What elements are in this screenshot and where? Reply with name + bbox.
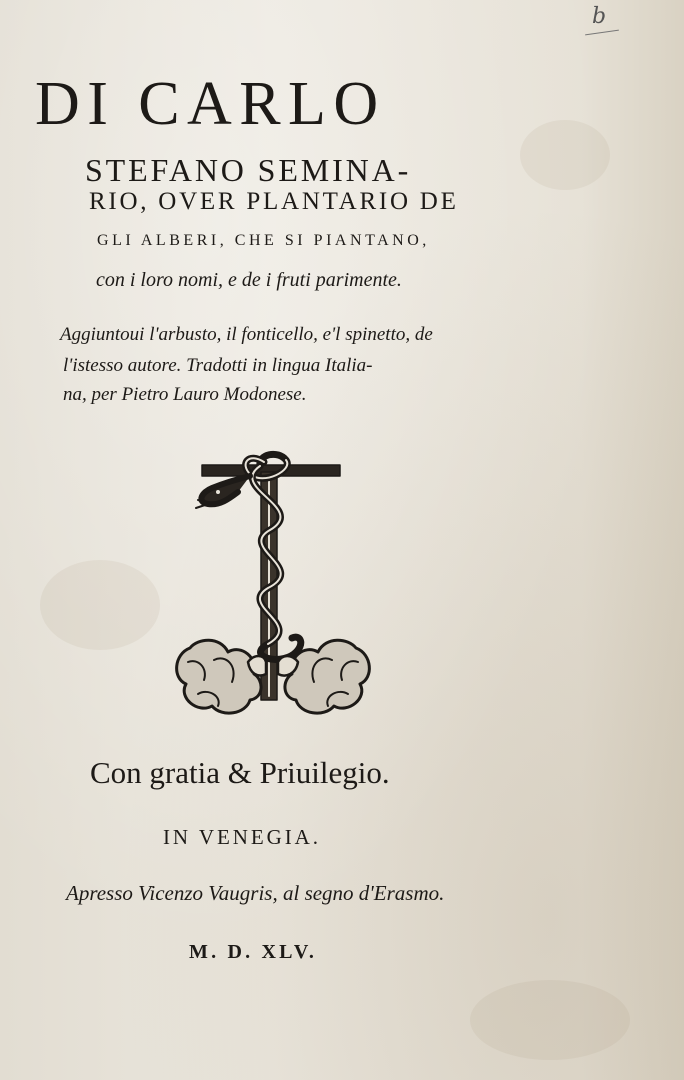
imprint-year: M. D. XLV. — [189, 941, 318, 963]
pencil-underline — [585, 30, 619, 36]
title-line-4: GLI ALBERI, CHE SI PIANTANO, — [97, 232, 430, 249]
addition-line-1: Aggiuntoui l'arbusto, il fonticello, e'l spinetto, de — [60, 324, 433, 345]
privilege-notice: Con gratia & Priuilegio. — [90, 755, 390, 790]
addition-line-3: na, per Pietro Lauro Modonese. — [63, 384, 307, 405]
addition-line-2: l'istesso autore. Tradotti in lingua Italia- — [63, 355, 373, 376]
pencil-annotation: b — [592, 4, 607, 29]
printers-device-icon — [168, 448, 378, 726]
title-line-2: STEFANO SEMINA- — [85, 152, 412, 188]
title-line-author: DI CARLO — [35, 70, 386, 138]
imprint-printer: Apresso Vicenzo Vaugris, al segno d'Erasmo. — [66, 881, 445, 905]
paper-stain — [470, 980, 630, 1060]
imprint-place: IN VENEGIA. — [163, 825, 321, 849]
title-line-5: con i loro nomi, e de i fruti parimente. — [96, 269, 402, 291]
title-line-3: RIO, OVER PLANTARIO DE — [89, 188, 459, 215]
paper-stain — [40, 560, 160, 650]
